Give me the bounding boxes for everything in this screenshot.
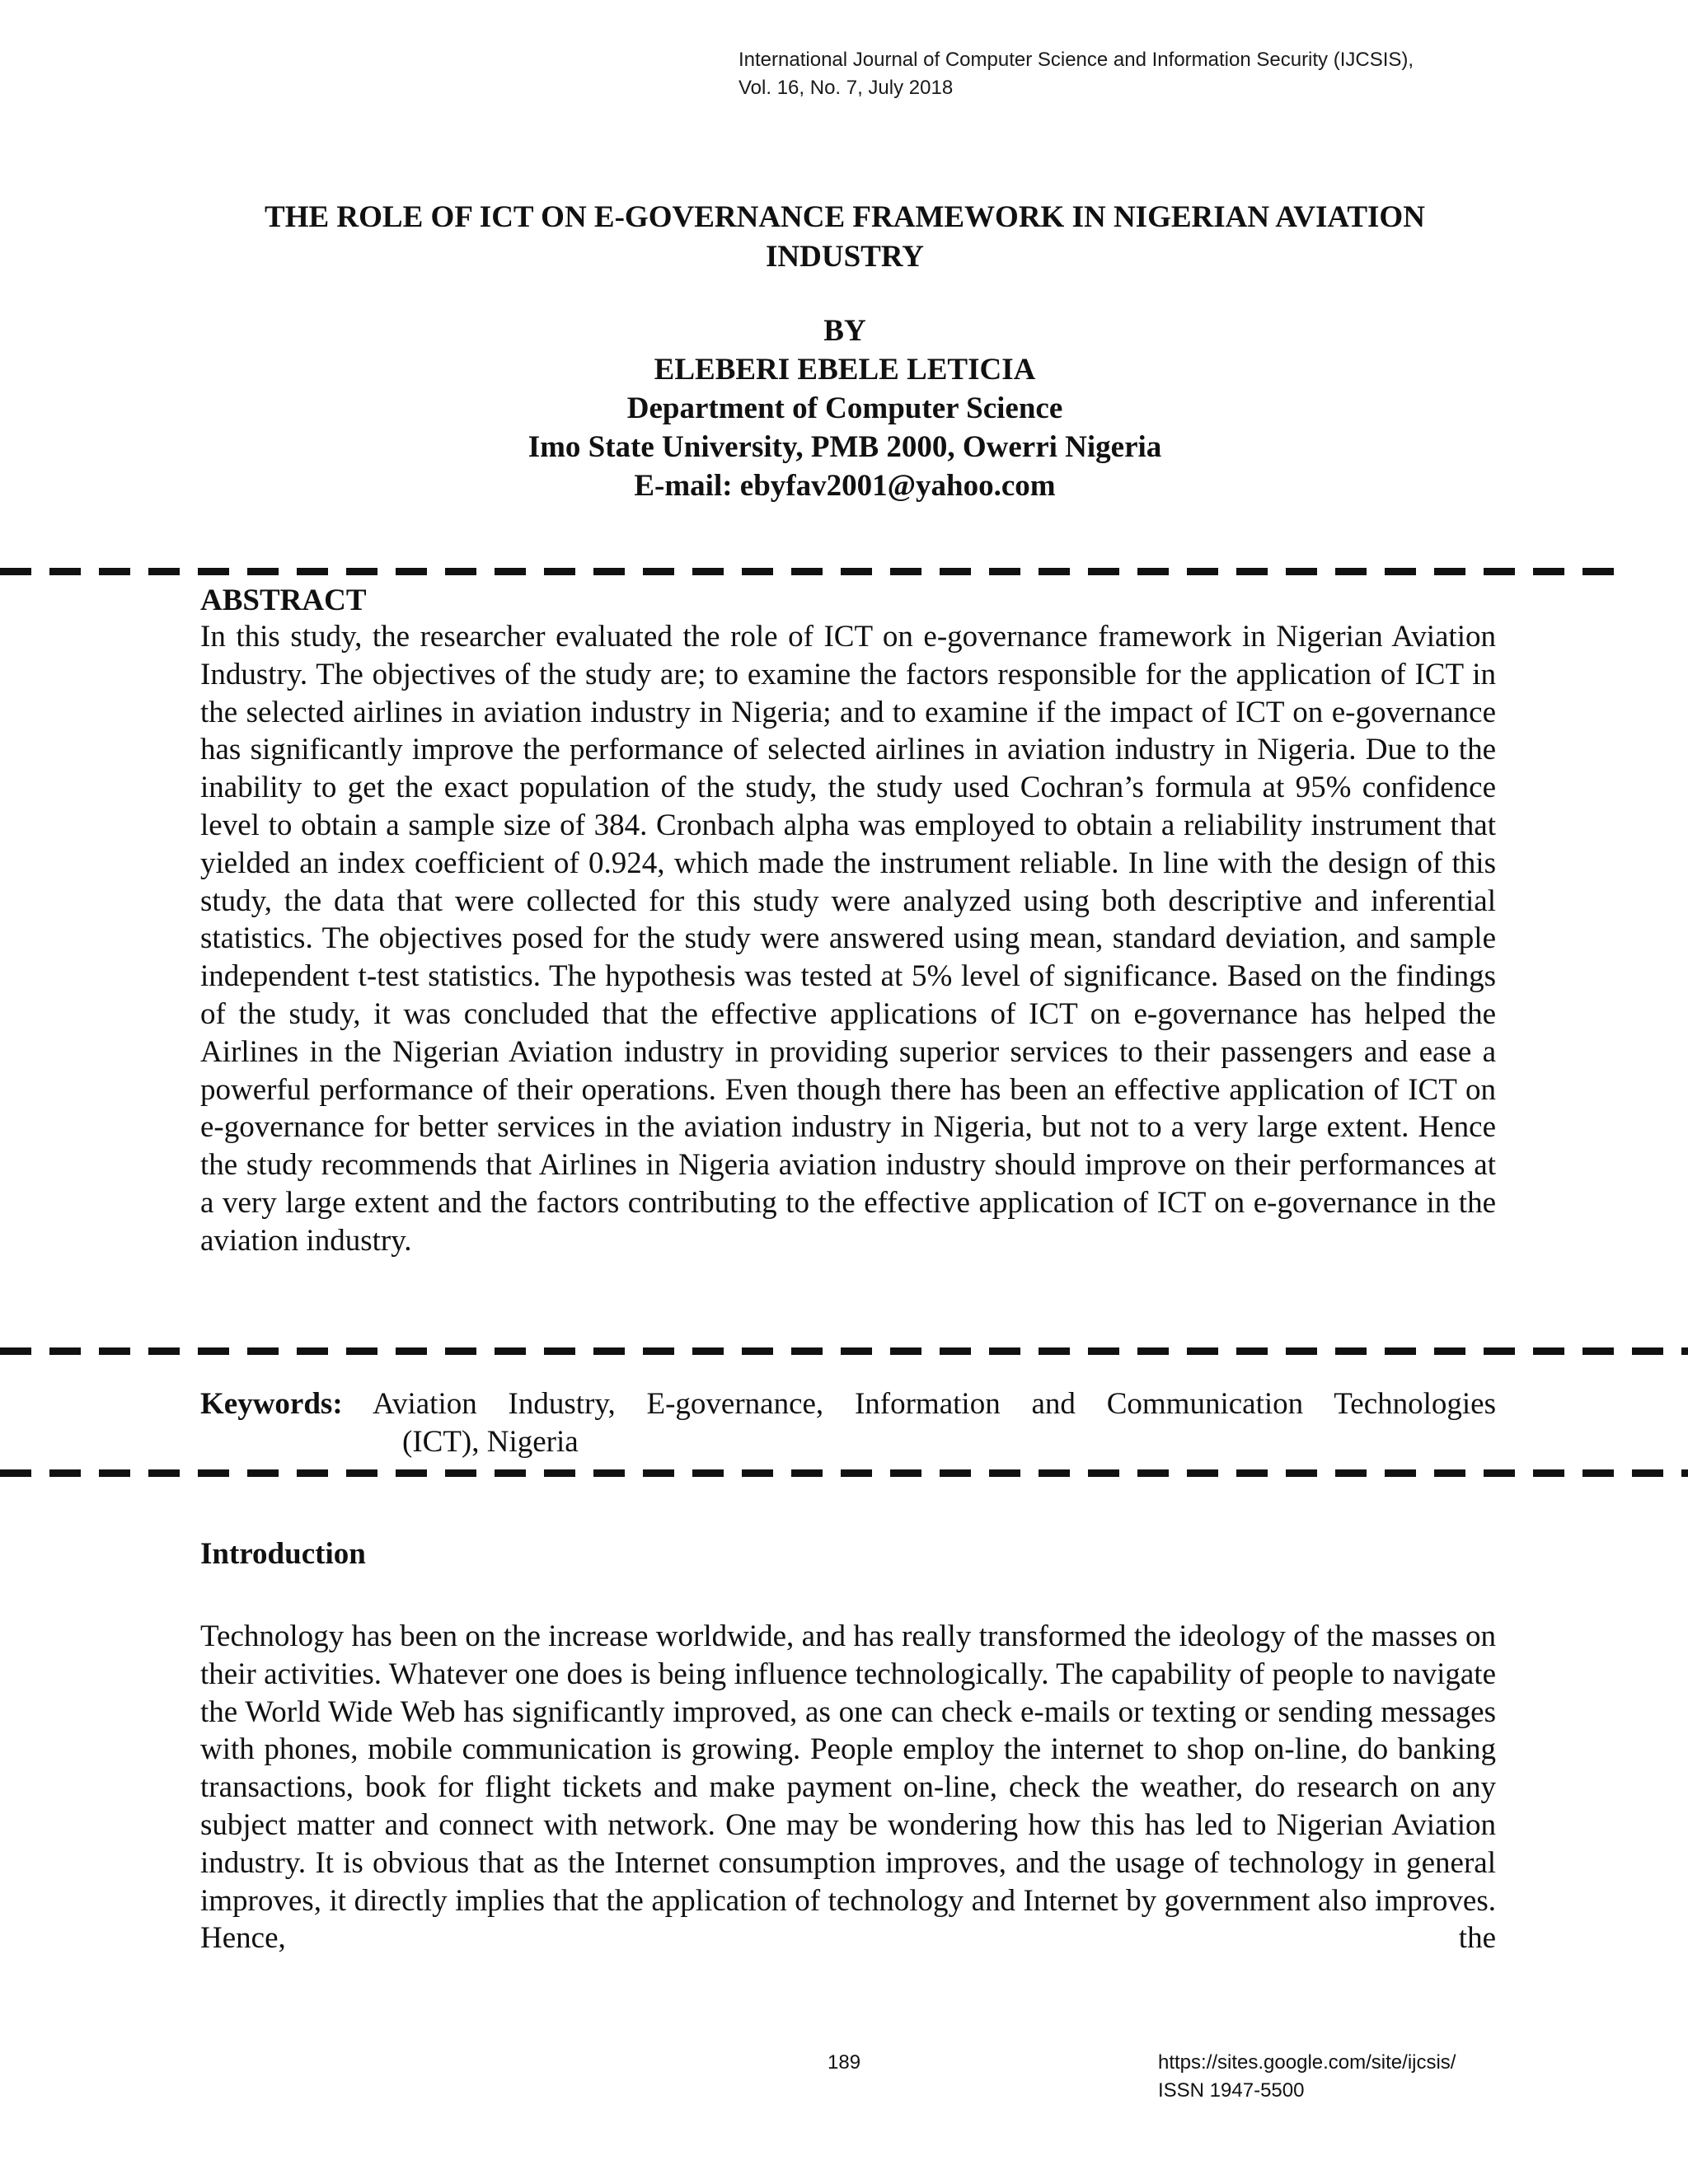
keywords-line-2: (ICT), Nigeria: [402, 1425, 579, 1459]
title-line-1: THE ROLE OF ICT ON E-GOVERNANCE FRAMEWORK IN NIGERIAN AVIATION: [265, 200, 1425, 234]
journal-header: [738, 46, 1563, 102]
journal-url: https://sites.google.com/site/ijcsis/: [1158, 2051, 1456, 2074]
title-line-2: INDUSTRY: [766, 240, 924, 274]
by-label: BY: [823, 314, 866, 348]
keywords-line-1: Aviation Industry, E-governance, Information and Communication Technologies: [373, 1387, 1496, 1421]
author-email: E-mail: ebyfav2001@yahoo.com: [634, 469, 1056, 503]
author-department: Department of Computer Science: [626, 391, 1063, 425]
introduction-text: Technology has been on the increase worldwide, and has really transformed the ideology of the masses on their activities. Whatever one does is being influence technologically. The capability of people to navigate the World Wide Web has significantly improved, as one can check e-mails or texting or sending messages with phones, mobile communication is growing. People employ the internet to shop on-line, do banking transactions, book for flight tickets and make payment on-line, check the weather, do research on any subject matter and connect with network. One may be wondering how this has led to Nigerian Aviation industry. It is obvious that as the Internet consumption improves, and the usage of technology in general improves, it directly implies that the application of technology and Internet by government also improves. Hence, the: [200, 1619, 1496, 1956]
page-number: 189: [828, 2051, 861, 2074]
abstract-heading: ABSTRACT: [200, 583, 367, 617]
issn: ISSN 1947-5500: [1158, 2079, 1305, 2102]
dashed-divider-bottom: [0, 1469, 1688, 1477]
introduction-heading: Introduction: [200, 1537, 366, 1571]
dashed-divider-top: [0, 568, 1625, 575]
keywords-label: Keywords:: [200, 1387, 343, 1421]
footer-info: [1158, 2049, 1456, 2105]
author-block: [190, 312, 1500, 505]
dashed-divider-middle: [0, 1347, 1688, 1355]
journal-name: International Journal of Computer Science and Information Security (IJCSIS),: [738, 49, 1414, 71]
abstract-text: In this study, the researcher evaluated the role of ICT on e-governance framework in Nigerian Aviation Industry. The objectives of the study are; to examine the factors responsible for the application of ICT in the selected airlines in aviation industry in Nigeria; and to examine if the impact of ICT on e-governance has significantly improve the performance of selected airlines in aviation industry in Nigeria. Due to the inability to get the exact population of the study, the study used Cochran’s formula at 95% confidence level to obtain a sample size of 384. Cronbach alpha was employed to obtain a reliability instrument that yielded an index coefficient of 0.924, which made the instrument reliable. In line with the design of this study, the data that were collected for this study were analyzed using both descriptive and inferential statistics. The objectives posed for the study were answered using mean, standard deviation, and sample independent t-test statistics. The hypothesis was tested at 5% level of significance. Based on the findings of the study, it was concluded that the effective applications of ICT on e-governance has helped the Airlines in the Nigerian Aviation industry in providing superior services to their passengers and ease a powerful performance of their operations. Even though there has been an effective application of ICT on e-governance for better services in the aviation industry in Nigeria, but not to a very large extent. Hence the study recommends that Airlines in Nigeria aviation industry should improve on their performances at a very large extent and the factors contributing to the effective application of ICT on e-governance in the aviation industry.: [200, 620, 1496, 1258]
paper-title: [190, 198, 1500, 277]
journal-volume: Vol. 16, No. 7, July 2018: [738, 77, 954, 99]
keywords-list: [373, 1385, 1496, 1461]
author-affiliation: Imo State University, PMB 2000, Owerri Nigeria: [528, 430, 1162, 464]
author-name: ELEBERI EBELE LETICIA: [654, 353, 1036, 387]
